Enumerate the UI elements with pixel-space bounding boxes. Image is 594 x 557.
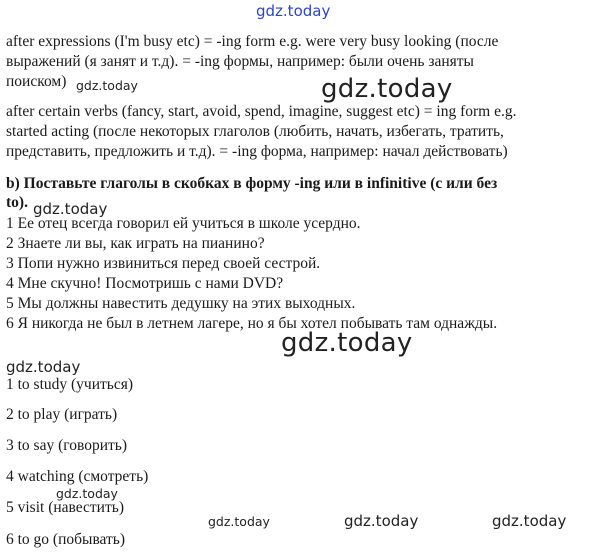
watermark-large-2: gdz.today [281,328,413,358]
sentence-3: 3 Попи нужно извиниться перед своей сестрой. [6,255,321,272]
theory-line-5: started acting (после некоторых глаголов (любить, начать, избегать, тратить, [6,123,504,140]
theory-line-3: поиском) [6,73,67,90]
watermark-bottom-3: gdz.today [492,512,567,530]
watermark-large-1: gdz.today [321,74,453,104]
watermark-small-2: gdz.today [33,200,108,218]
answer-6: 6 to go (побывать) [6,531,126,548]
answer-4: 4 watching (смотреть) [6,468,149,485]
answer-1: 1 to study (учиться) [6,376,134,393]
answer-5: 5 visit (навестить) [6,499,124,516]
watermark-small-3: gdz.today [6,358,81,376]
watermark-bottom-1: gdz.today [208,514,270,529]
answer-3: 3 to say (говорить) [6,437,127,454]
task-title-line-1: b) Поставьте глаголы в скобках в форму -ing или в infinitive (с или без [6,175,498,192]
watermark-small-1: gdz.today [76,78,138,93]
task-title-line-2: to). [6,194,28,211]
sentence-5: 5 Мы должны навестить дедушку на этих выходных. [6,295,356,312]
theory-line-2: выражений (я занят и т.д). = -ing формы, например: были очень заняты [6,53,474,70]
watermark-bottom-2: gdz.today [344,512,419,530]
watermark-top: gdz.today [256,2,331,20]
sentence-2: 2 Знаете ли вы, как играть на пианино? [6,235,265,252]
sentence-6: 6 Я никогда не был в летнем лагере, но я бы хотел побывать там однажды. [6,315,498,332]
answer-2: 2 to play (играть) [6,406,118,423]
sentence-4: 4 Мне скучно! Посмотришь с нами DVD? [6,275,284,292]
sentence-1: 1 Ее отец всегда говорил ей учиться в школе усердно. [6,215,361,232]
watermark-small-4: gdz.today [56,486,118,501]
theory-line-1: after expressions (I'm busy etc) = -ing form e.g. were very busy looking (после [6,33,499,50]
theory-line-4: after certain verbs (fancy, start, avoid, spend, imagine, suggest etc) = ing form e.g. [6,103,517,120]
theory-line-6: представить, предложить и т.д). = -ing форма, например: начал действовать) [6,143,508,160]
